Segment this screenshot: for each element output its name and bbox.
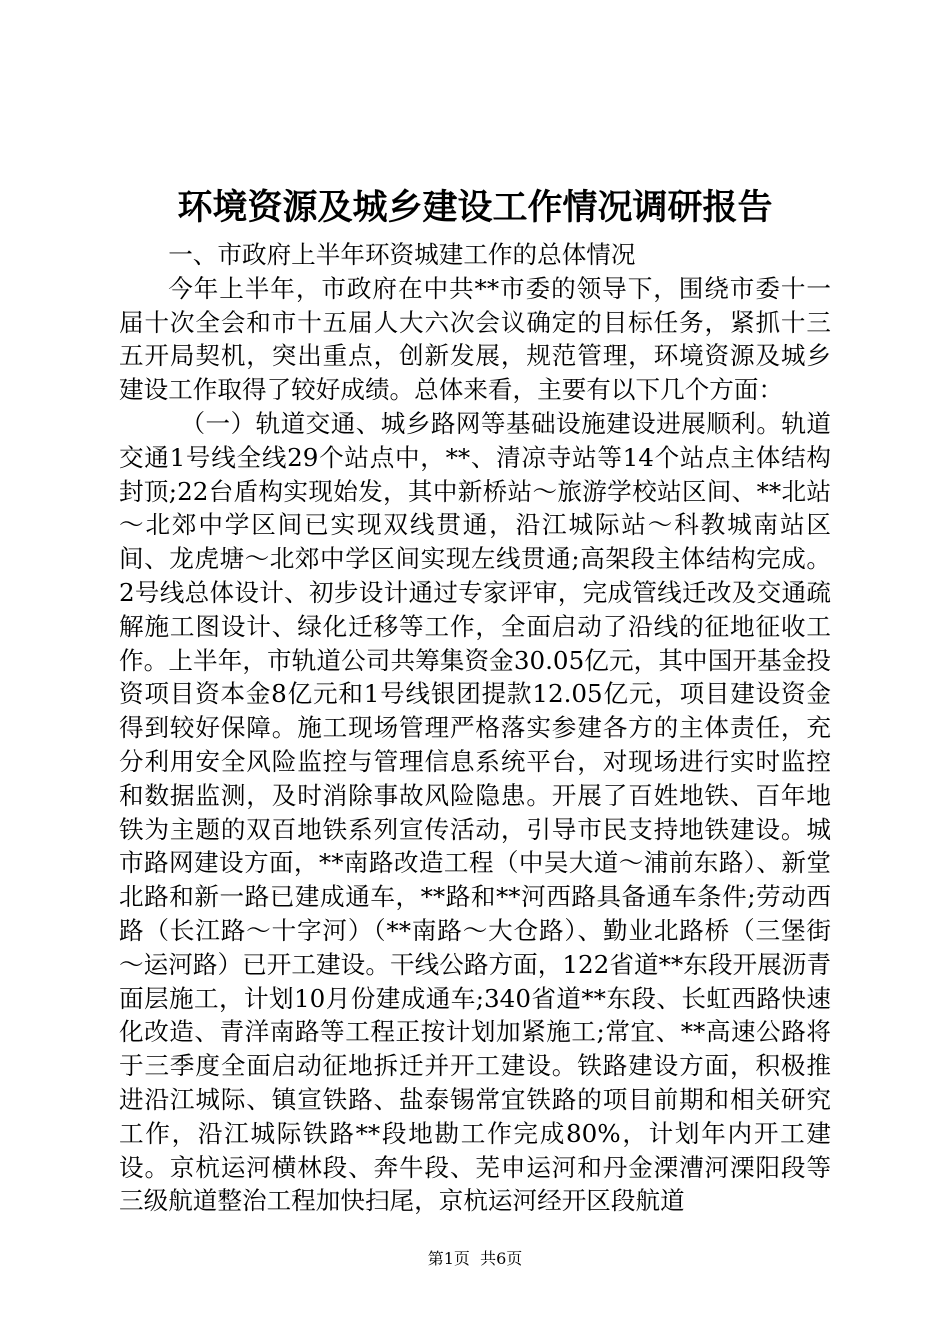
page-total: 共6页 <box>480 1249 523 1268</box>
footer-separator <box>470 1249 480 1268</box>
subsection-paragraph: （一）轨道交通、城乡路网等基础设施建设进展顺利。轨道交通1号线全线29个站点中，**、清凉寺站等14个站点主体结构封顶;22台盾构实现始发，其中新桥站～旅游学校站区间、**北站～北郊中学区间已实现双线贯通，沿江城际站～科教城南站区间、龙虎塘～北郊中学区间实现左线贯通;高架段主体结构完成。2号线总体设计、初步设计通过专家评审，完成管线迁改及交通疏解施工图设计、绿化迁移等工作，全面启动了沿线的征地征收工作。上半年，市轨道公司共筹集资金30.05亿元，其中国开基金投资项目资本金8亿元和1号线银团提款12.05亿元，项目建设资金得到较好保障。施工现场管理严格落实参建各方的主体责任，充分利用安全风险监控与管理信息系统平台，对现场进行实时监控和数据监测，及时消除事故风险隐患。开展了百姓地铁、百年地铁为主题的双百地铁系列宣传活动，引导市民支持地铁建设。城市路网建设方面，**南路改造工程（中吴大道～浦前东路）、新堂北路和新一路已建成通车，**路和**河西路具备通车条件;劳动西路（长江路～十字河）（**南路～大仓路）、勤业北路桥（三堡街～运河路）已开工建设。干线公路方面，122省道**东段开展沥青面层施工，计划10月份建成通车;340省道**东段、长虹西路快速化改造、青洋南路等工程正按计划加紧施工;常宜、**高速公路将于三季度全面启动征地拆迁并开工建设。铁路建设方面，积极推进沿江城际、镇宣铁路、盐泰锡常宜铁路的项目前期和相关研究工作，沿江城际铁路**段地勘工作完成80%，计划年内开工建设。京杭运河横林段、奔牛段、芜申运河和丹金溧漕河溧阳段等三级航道整治工程加快扫尾，京杭运河经开区段航道 <box>119 408 831 1216</box>
intro-paragraph: 今年上半年，市政府在中共**市委的领导下，围绕市委十一届十次全会和市十五届人大六次会议确定的目标任务，紧抓十三五开局契机，突出重点，创新发展，规范管理，环境资源及城乡建设工作取得了较好成绩。总体来看，主要有以下几个方面： <box>119 273 831 405</box>
document-title: 环境资源及城乡建设工作情况调研报告 <box>177 188 773 228</box>
page-number: 第1页 <box>427 1249 470 1268</box>
document-body <box>119 238 831 1218</box>
section-heading: 一、市政府上半年环资城建工作的总体情况 <box>168 240 636 269</box>
page-footer <box>0 1248 950 1270</box>
